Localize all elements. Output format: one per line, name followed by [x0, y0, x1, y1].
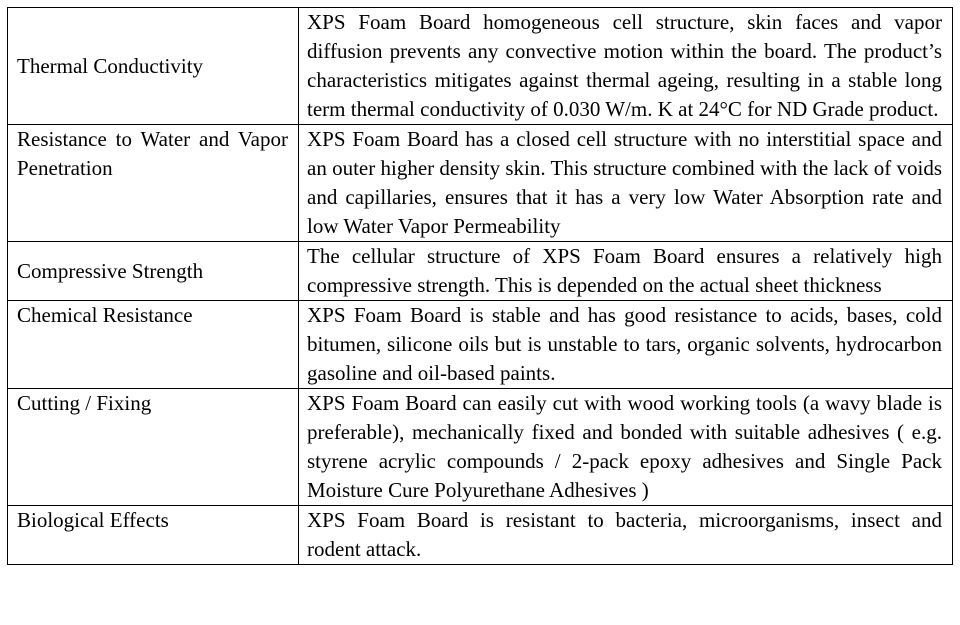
property-cell: Biological Effects	[8, 506, 299, 565]
description-cell: XPS Foam Board has a closed cell structure with no interstitial space and an outer higher density skin. This structure combined with the lack of voids and capillaries, ensures that it has a very low Water Absorption rate and low Water Vapor Permeability	[299, 125, 953, 242]
description-cell: The cellular structure of XPS Foam Board ensures a relatively high compressive strength. This is depended on the actual sheet thickness	[299, 242, 953, 301]
table-row	[8, 506, 953, 565]
property-cell: Chemical Resistance	[8, 301, 299, 389]
description-cell: XPS Foam Board can easily cut with wood working tools (a wavy blade is preferable), mechanically fixed and bonded with suitable adhesives ( e.g. styrene acrylic compounds / 2-pack epoxy adhesives and Single Pack Moisture Cure Polyurethane Adhesives )	[299, 389, 953, 506]
properties-table	[7, 7, 953, 565]
property-cell: Compressive Strength	[8, 242, 299, 301]
description-cell: XPS Foam Board homogeneous cell structure, skin faces and vapor diffusion prevents any convective motion within the board. The product’s characteristics mitigates against thermal ageing, resulting in a stable long term thermal conductivity of 0.030 W/m. K at 24°C for ND Grade product.	[299, 8, 953, 125]
description-cell: XPS Foam Board is stable and has good resistance to acids, bases, cold bitumen, silicone oils but is unstable to tars, organic solvents, hydrocarbon gasoline and oil-based paints.	[299, 301, 953, 389]
property-cell: Thermal Conductivity	[8, 8, 299, 125]
table-row	[8, 8, 953, 125]
property-cell: Resistance to Water and Vapor Penetration	[8, 125, 299, 242]
table-row	[8, 242, 953, 301]
table-row	[8, 301, 953, 389]
description-cell: XPS Foam Board is resistant to bacteria, microorganisms, insect and rodent attack.	[299, 506, 953, 565]
table-row	[8, 125, 953, 242]
table-row	[8, 389, 953, 506]
property-cell: Cutting / Fixing	[8, 389, 299, 506]
